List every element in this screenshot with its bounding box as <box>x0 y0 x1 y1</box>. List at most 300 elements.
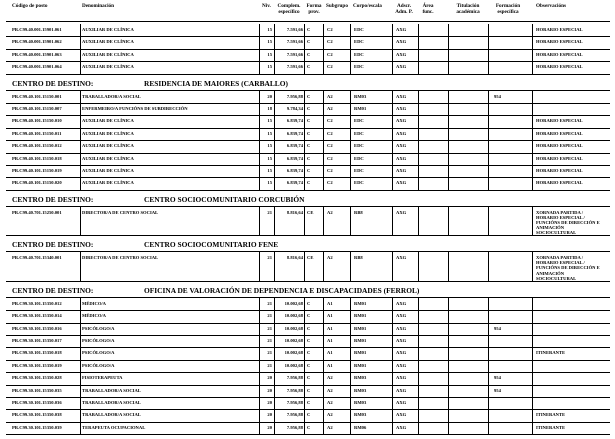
cell-code: PR.C99.30.101.15350.016 <box>12 325 62 331</box>
cell-adscr: AXG <box>396 362 407 368</box>
section-label: CENTRO DE DESTINO: <box>12 194 94 204</box>
column-rule <box>350 177 351 189</box>
column-rule <box>323 61 324 73</box>
column-rule <box>259 298 260 310</box>
cell-adscr: AXG <box>396 209 407 215</box>
column-rule <box>323 36 324 48</box>
cell-denom: AUXILIAR DE CLÍNICA <box>82 143 134 149</box>
section-name: OFICINA DE VALORACIÓN DE DEPENDENCIA E DISCAPACIDADES (FERROL) <box>144 285 420 295</box>
column-rule <box>304 385 305 397</box>
column-rule <box>488 335 489 347</box>
cell-observacions <box>536 210 600 235</box>
cell-observacions <box>536 27 583 32</box>
column-rule <box>80 177 81 189</box>
cell-adscr: AXG <box>396 424 407 430</box>
cell-code: PR.C99.40.001.15901.061 <box>12 27 62 32</box>
cell-observacions <box>536 412 565 417</box>
cell-forma: C <box>307 93 311 99</box>
cell-observacions <box>536 39 583 44</box>
cell-observacions <box>536 143 583 148</box>
column-rule <box>532 360 533 372</box>
column-rule <box>323 298 324 310</box>
cell-adscr: AXG <box>396 51 407 57</box>
column-rule <box>418 298 419 310</box>
cell-forma: C <box>307 143 311 149</box>
cell-corpo: RM03 <box>354 412 367 418</box>
column-rule <box>392 347 393 359</box>
column-rule <box>418 323 419 335</box>
cell-code: PR.C99.30.101.15350.028 <box>12 375 62 381</box>
cell-code: PR.C99.40.101.15150.019 <box>12 168 62 173</box>
cell-corpo: RM01 <box>354 362 367 368</box>
column-rule <box>350 49 351 61</box>
col-titulacion: Titulación académica <box>456 3 480 15</box>
column-rule <box>392 409 393 421</box>
column-rule <box>488 165 489 177</box>
column-rule <box>532 177 533 189</box>
row-rule <box>6 74 610 75</box>
section-name: CENTRO SOCIOCOMUNITARIO CORCUBIÓN <box>144 194 305 204</box>
cell-code: PR.C99.40.001.15901.063 <box>12 51 62 57</box>
column-rule <box>448 91 449 103</box>
column-rule <box>350 207 351 236</box>
column-rule <box>392 360 393 372</box>
section-heading <box>12 80 612 90</box>
cell-adscr: AXG <box>396 27 407 32</box>
observacion-line: HORARIO ESPECIAL <box>536 143 583 149</box>
column-rule <box>274 310 275 322</box>
cell-niv: 21 <box>267 350 272 356</box>
column-rule <box>350 153 351 165</box>
cell-comp: 7.956,88 <box>286 412 303 418</box>
col-forma: Forma prov. <box>306 3 322 15</box>
cell-corpo: RM03 <box>354 375 367 381</box>
cell-denom: PSICÓLOGO/A <box>82 362 115 368</box>
cell-comp: 7.956,88 <box>286 400 303 405</box>
cell-observacions <box>536 255 600 280</box>
cell-adscr: AXG <box>396 155 407 161</box>
cell-forma: C <box>307 51 311 57</box>
cell-denom: PSICÓLOGO/A <box>82 325 115 331</box>
cell-sub: A2 <box>327 209 333 215</box>
cell-adscr: AXG <box>396 375 407 381</box>
observacion-line: HORARIO ESPECIAL <box>536 51 583 57</box>
cell-comp: 6.839,74 <box>286 143 303 149</box>
column-rule <box>448 252 449 281</box>
column-rule <box>392 385 393 397</box>
cell-forma: C <box>307 106 311 111</box>
cell-forma: C <box>307 155 311 161</box>
column-rule <box>350 91 351 103</box>
column-rule <box>274 115 275 127</box>
column-rule <box>323 165 324 177</box>
column-rule <box>392 24 393 36</box>
row-rule <box>6 235 610 236</box>
column-rule <box>80 49 81 61</box>
column-rule <box>304 310 305 322</box>
cell-comp: 7.591,66 <box>286 51 303 57</box>
cell-comp: 7.956,88 <box>286 375 303 381</box>
column-rule <box>274 91 275 103</box>
column-rule <box>259 103 260 115</box>
cell-denom: AUXILIAR DE CLÍNICA <box>82 180 134 186</box>
cell-sub: C2 <box>327 143 333 149</box>
column-rule <box>304 36 305 48</box>
column-rule <box>80 360 81 372</box>
cell-denom: ENFERMEIRO/A FUNCIÓNS DE SUBDIRECCIÓN <box>82 106 188 111</box>
column-rule <box>274 409 275 421</box>
cell-niv: 15 <box>267 130 272 136</box>
observacion-line: HORARIO ESPECIAL / <box>536 260 585 266</box>
cell-corpo: RM01 <box>354 350 367 356</box>
column-rule <box>304 335 305 347</box>
section-heading <box>12 196 612 206</box>
column-rule <box>488 347 489 359</box>
cell-forma: CE <box>307 255 314 261</box>
column-rule <box>448 49 449 61</box>
column-rule <box>350 165 351 177</box>
cell-sub: A1 <box>327 325 333 331</box>
cell-denom: AUXILIAR DE CLÍNICA <box>82 27 134 32</box>
cell-denom: MÉDICO/A <box>82 313 106 319</box>
column-rule <box>274 422 275 434</box>
column-rule <box>274 372 275 384</box>
cell-denom: AUXILIAR DE CLÍNICA <box>82 39 134 45</box>
table-row <box>0 165 615 177</box>
col-niv: Niv. <box>262 3 271 9</box>
cell-adscr: AXG <box>396 400 407 405</box>
cell-niv: 21 <box>267 338 272 343</box>
column-rule <box>80 372 81 384</box>
cell-comp: 6.839,74 <box>286 130 303 136</box>
cell-code: PR.C99.30.101.15350.017 <box>12 338 62 343</box>
column-rule <box>350 409 351 421</box>
cell-denom: DIRECTOR/A DE CENTRO SOCIAL <box>82 255 159 261</box>
cell-niv: 21 <box>267 300 272 306</box>
column-rule <box>392 422 393 434</box>
cell-sub: A2 <box>327 424 333 430</box>
column-rule <box>392 310 393 322</box>
cell-code: PR.C99.40.001.15901.064 <box>12 64 62 70</box>
column-rule <box>259 115 260 127</box>
table-row <box>0 372 615 384</box>
cell-niv: 20 <box>267 93 272 99</box>
cell-forma: CE <box>307 209 314 215</box>
column-rule <box>350 298 351 310</box>
cell-comp: 10.002,68 <box>284 350 303 356</box>
column-rule <box>274 153 275 165</box>
column-rule <box>488 323 489 335</box>
column-rule <box>532 409 533 421</box>
column-rule <box>274 140 275 152</box>
cell-corpo: EDC <box>354 51 364 57</box>
cell-corpo: EDC <box>354 27 364 32</box>
column-rule <box>392 165 393 177</box>
cell-comp: 6.839,74 <box>286 168 303 173</box>
column-rule <box>532 24 533 36</box>
cell-comp: 9.784,34 <box>286 106 303 111</box>
cell-sub: C2 <box>327 168 333 173</box>
column-rule <box>488 24 489 36</box>
column-rule <box>448 298 449 310</box>
column-rule <box>304 252 305 281</box>
col-denominacion: Denominación <box>82 3 114 9</box>
cell-observacions <box>536 425 565 430</box>
column-rule <box>532 115 533 127</box>
cell-denom: AUXILIAR DE CLÍNICA <box>82 64 134 70</box>
table-row <box>0 153 615 165</box>
column-rule <box>488 91 489 103</box>
column-rule <box>350 24 351 36</box>
column-rule <box>392 49 393 61</box>
column-rule <box>304 372 305 384</box>
column-rule <box>323 372 324 384</box>
column-rule <box>274 397 275 409</box>
cell-forma: C <box>307 64 311 70</box>
column-rule <box>418 49 419 61</box>
column-rule <box>488 115 489 127</box>
cell-comp: 10.002,68 <box>284 313 303 319</box>
cell-sub: C2 <box>327 155 333 161</box>
column-rule <box>532 347 533 359</box>
column-rule <box>392 397 393 409</box>
cell-sub: A2 <box>327 255 333 261</box>
cell-formacion: 954 <box>494 387 501 393</box>
cell-sub: A2 <box>327 93 333 99</box>
cell-observacions <box>536 64 583 69</box>
cell-sub: A2 <box>327 412 333 418</box>
column-rule <box>392 298 393 310</box>
column-rule <box>80 409 81 421</box>
column-rule <box>304 115 305 127</box>
column-rule <box>350 372 351 384</box>
column-rule <box>418 36 419 48</box>
column-rule <box>488 385 489 397</box>
cell-code: PR.C99.40.101.15150.010 <box>12 118 62 124</box>
column-rule <box>259 91 260 103</box>
cell-comp: 7.956,88 <box>286 424 303 430</box>
column-rule <box>80 36 81 48</box>
cell-corpo: EDC <box>354 180 364 186</box>
column-rule <box>488 207 489 236</box>
cell-sub: C2 <box>327 51 333 57</box>
column-rule <box>259 323 260 335</box>
cell-adscr: AXG <box>396 325 407 331</box>
cell-sub: A1 <box>327 338 333 343</box>
column-rule <box>448 372 449 384</box>
cell-corpo: RM01 <box>354 300 367 306</box>
column-rule <box>392 252 393 281</box>
cell-sub: A2 <box>327 375 333 381</box>
cell-adscr: AXG <box>396 64 407 70</box>
section-name: RESIDENCIA DE MAIORES (CARBALLO) <box>144 78 288 88</box>
column-rule <box>274 128 275 140</box>
table-row <box>0 128 615 140</box>
cell-code: PR.C99.40.001.15901.062 <box>12 39 62 45</box>
column-rule <box>304 347 305 359</box>
cell-sub: A2 <box>327 387 333 393</box>
column-rule <box>488 360 489 372</box>
cell-code: PR.C99.30.101.15350.039 <box>12 424 62 430</box>
column-rule <box>488 128 489 140</box>
column-rule <box>532 165 533 177</box>
column-rule <box>532 385 533 397</box>
column-rule <box>323 310 324 322</box>
column-rule <box>418 165 419 177</box>
column-rule <box>392 103 393 115</box>
column-rule <box>392 115 393 127</box>
col-corpo: Corpo/escala <box>353 3 382 9</box>
column-rule <box>259 49 260 61</box>
cell-comp: 8.816,64 <box>286 209 303 215</box>
cell-denom: AUXILIAR DE CLÍNICA <box>82 130 134 136</box>
cell-denom: TERAPEUTA OCUPACIONAL <box>82 424 146 430</box>
column-rule <box>80 153 81 165</box>
table-row <box>0 347 615 359</box>
column-rule <box>274 61 275 73</box>
cell-denom: TRABALLADOR/A SOCIAL <box>82 400 141 405</box>
column-rule <box>259 252 260 281</box>
column-rule <box>532 323 533 335</box>
column-rule <box>488 422 489 434</box>
cell-comp: 10.002,68 <box>284 300 303 306</box>
section-heading <box>12 241 612 251</box>
cell-niv: 20 <box>267 400 272 405</box>
observacion-line: HORARIO ESPECIAL <box>536 39 583 45</box>
column-rule <box>532 422 533 434</box>
observacion-line: ANIMACIÓN <box>536 225 565 231</box>
cell-denom: AUXILIAR DE CLÍNICA <box>82 118 134 124</box>
column-rule <box>274 385 275 397</box>
cell-forma: C <box>307 325 311 331</box>
table-row <box>0 115 615 127</box>
column-rule <box>488 397 489 409</box>
table-row <box>0 252 615 281</box>
column-rule <box>259 153 260 165</box>
table-row <box>0 177 615 189</box>
column-rule <box>448 177 449 189</box>
cell-comp: 6.839,74 <box>286 180 303 186</box>
column-rule <box>532 140 533 152</box>
section-label: CENTRO DE DESTINO: <box>12 78 94 88</box>
column-rule <box>259 372 260 384</box>
column-rule <box>274 360 275 372</box>
cell-corpo: RM01 <box>354 338 367 343</box>
column-rule <box>80 310 81 322</box>
observacion-line: ANIMACIÓN <box>536 270 565 276</box>
cell-denom: TRABALLADOR/A SOCIAL <box>82 412 141 418</box>
cell-sub: C2 <box>327 130 333 136</box>
column-rule <box>350 36 351 48</box>
cell-niv: 20 <box>267 387 272 393</box>
cell-code: PR.C99.40.701.15250.001 <box>12 209 62 215</box>
column-rule <box>392 153 393 165</box>
cell-niv: 15 <box>267 168 272 173</box>
cell-denom: TRABALLADOR/A SOCIAL <box>82 387 141 393</box>
table-row <box>0 360 615 372</box>
column-rule <box>488 252 489 281</box>
cell-denom: FISIOTERAPEUTA <box>82 375 123 381</box>
cell-niv: 20 <box>267 412 272 418</box>
column-rule <box>304 409 305 421</box>
cell-adscr: AXG <box>396 118 407 124</box>
column-rule <box>350 347 351 359</box>
cell-corpo: RM01 <box>354 106 367 111</box>
cell-forma: C <box>307 400 311 405</box>
header-rule <box>6 21 610 22</box>
column-rule <box>259 385 260 397</box>
column-rule <box>323 397 324 409</box>
cell-code: PR.C99.30.101.15350.019 <box>12 362 62 368</box>
column-rule <box>274 335 275 347</box>
column-rule <box>418 372 419 384</box>
column-rule <box>448 397 449 409</box>
column-rule <box>259 422 260 434</box>
column-rule <box>259 360 260 372</box>
column-rule <box>80 422 81 434</box>
column-rule <box>418 385 419 397</box>
column-rule <box>304 165 305 177</box>
column-rule <box>448 409 449 421</box>
column-rule <box>304 91 305 103</box>
column-rule <box>418 409 419 421</box>
column-rule <box>80 103 81 115</box>
cell-code: PR.C99.30.101.15350.038 <box>12 412 62 418</box>
cell-comp: 10.002,68 <box>284 338 303 343</box>
column-rule <box>274 177 275 189</box>
cell-denom: DIRECTOR/A DE CENTRO SOCIAL <box>82 209 159 215</box>
cell-adscr: AXG <box>396 168 407 173</box>
column-rule <box>323 422 324 434</box>
column-rule <box>448 385 449 397</box>
column-rule <box>274 347 275 359</box>
table-row <box>0 310 615 322</box>
column-rule <box>323 335 324 347</box>
column-rule <box>274 24 275 36</box>
cell-corpo: EDC <box>354 130 364 136</box>
observacion-line: FUNCIÓNS DE DIRECCIÓN E <box>536 219 600 225</box>
cell-sub: C2 <box>327 27 333 32</box>
column-rule <box>259 335 260 347</box>
column-rule <box>323 115 324 127</box>
column-rule <box>532 61 533 73</box>
cell-forma: C <box>307 168 311 173</box>
observacion-line: SOCIOCULTURAL <box>536 275 577 281</box>
cell-code: PR.C99.40.701.15340.001 <box>12 255 62 261</box>
cell-forma: C <box>307 387 311 393</box>
row-rule <box>6 190 610 191</box>
column-rule <box>392 372 393 384</box>
column-rule <box>392 128 393 140</box>
cell-corpo: RB8 <box>354 255 363 261</box>
observacion-line: FUNCIÓNS DE DIRECCIÓN E <box>536 265 600 271</box>
cell-corpo: EDC <box>354 168 364 173</box>
column-rule <box>448 360 449 372</box>
cell-corpo: RB8 <box>354 209 363 215</box>
column-rule <box>418 397 419 409</box>
column-rule <box>392 207 393 236</box>
column-rule <box>392 335 393 347</box>
column-rule <box>259 177 260 189</box>
column-rule <box>448 140 449 152</box>
column-rule <box>350 103 351 115</box>
column-rule <box>532 310 533 322</box>
table-row <box>0 36 615 48</box>
column-rule <box>80 24 81 36</box>
column-rule <box>532 207 533 236</box>
column-rule <box>304 422 305 434</box>
column-rule <box>418 140 419 152</box>
